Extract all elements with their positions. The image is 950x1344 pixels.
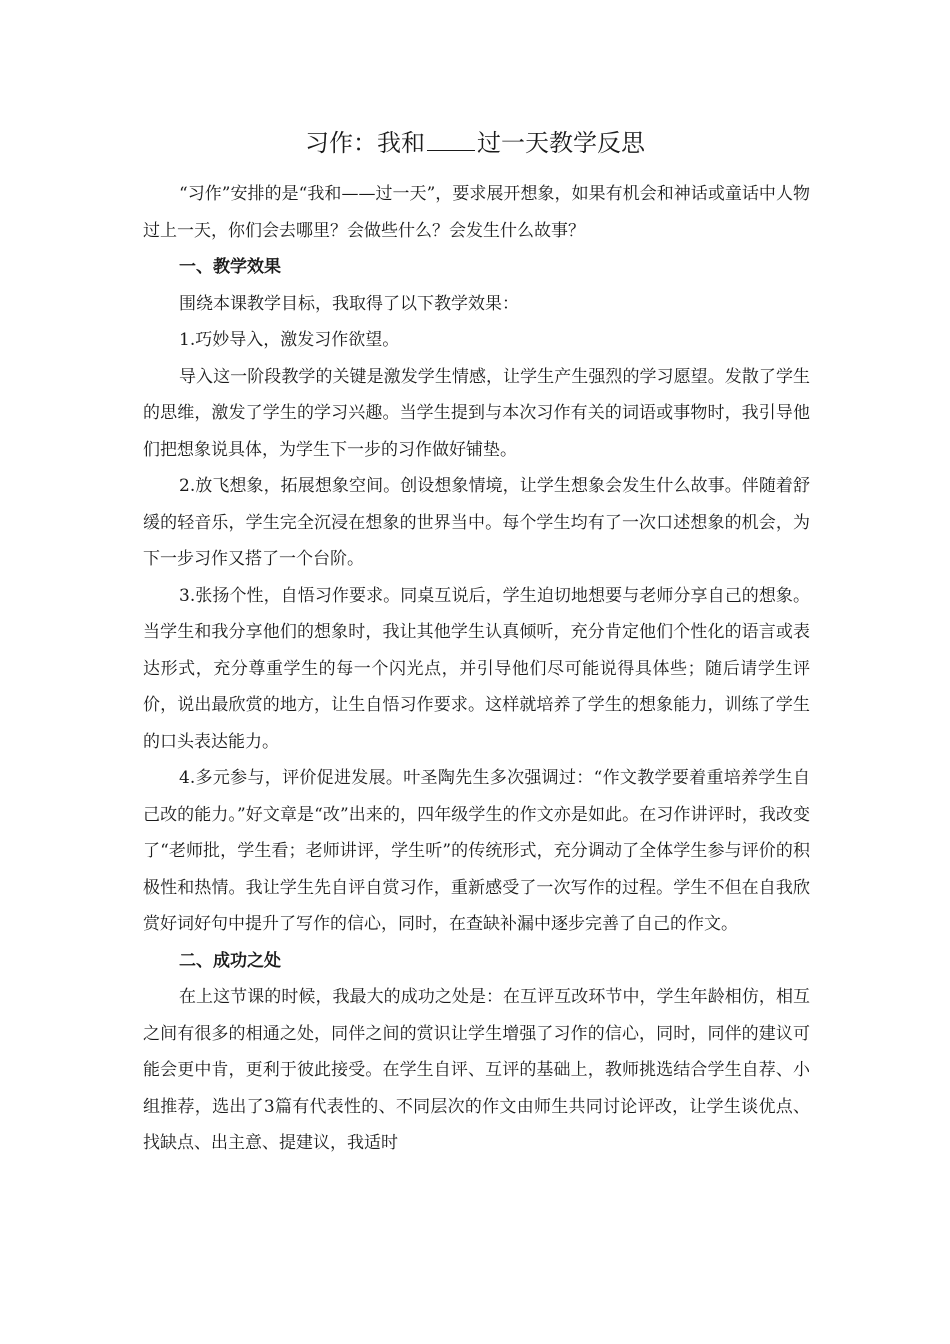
title-prefix: 习作：我和	[305, 129, 425, 157]
paragraph: 在上这节课的时候，我最大的成功之处是：在互评互改环节中，学生年龄相仿，相互之间有很多的相通之处，同伴之间的赏识让学生增强了习作的信心，同时，同伴的建议可能会更中肯，更利于彼此接受。在学生自评、互评的基础上，教师挑选结合学生自荐、小组推荐，选出了3篇有代表性的、不同层次的作文由师生共同讨论评改，让学生谈优点、找缺点、出主意、提建议，我适时	[143, 987, 810, 1153]
title-blank	[427, 124, 475, 151]
paragraph: 3.张扬个性，自悟习作要求。同桌互说后，学生迫切地想要与老师分享自己的想象。当学生和我分享他们的想象时，我让其他学生认真倾听，充分肯定他们个性化的语言或表达形式，充分尊重学生的每一个闪光点，并引导他们尽可能说得具体些；随后请学生评价，说出最欣赏的地方，让生自悟习作要求。这样就培养了学生的想象能力，训练了学生的口头表达能力。	[143, 585, 810, 752]
section-heading-success: 二、成功之处	[179, 950, 281, 971]
paragraph: 导入这一阶段教学的关键是激发学生情感，让学生产生强烈的学习愿望。发散了学生的思维，激发了学生的学习兴趣。当学生提到与本次习作有关的词语或事物时，我引导他们把想象说具体，为学生下一步的习作做好铺垫。	[143, 366, 810, 460]
intro-paragraph: “习作”安排的是“我和——过一天”，要求展开想象，如果有机会和神话或童话中人物过上一天，你们会去哪里？会做些什么？会发生什么故事？	[143, 184, 810, 241]
paragraph: 2.放飞想象，拓展想象空间。创设想象情境，让学生想象会发生什么故事。伴随着舒缓的轻音乐，学生完全沉浸在想象的世界当中。每个学生均有了一次口述想象的机会，为下一步习作又搭了一个台阶。	[143, 476, 810, 569]
document-body	[143, 176, 810, 1162]
section-heading-effects: 一、教学效果	[179, 257, 281, 277]
title-suffix: 过一天教学反思	[477, 129, 645, 157]
page-title	[0, 124, 950, 161]
paragraph: 围绕本课教学目标，我取得了以下教学效果：	[179, 293, 519, 314]
paragraph: 1.巧妙导入，激发习作欲望。	[179, 330, 400, 350]
paragraph: 4.多元参与，评价促进发展。叶圣陶先生多次强调过：“作文教学要着重培养学生自己改的能力。”好文章是“改”出来的，四年级学生的作文亦是如此。在习作讲评时，我改变了“老师批，学生看；老师讲评，学生听”的传统形式，充分调动了全体学生参与评价的积极性和热情。我让学生先自评自赏习作，重新感受了一次写作的过程。学生不但在自我欣赏好词好句中提升了写作的信心，同时，在查缺补漏中逐步完善了自己的作文。	[143, 768, 810, 934]
